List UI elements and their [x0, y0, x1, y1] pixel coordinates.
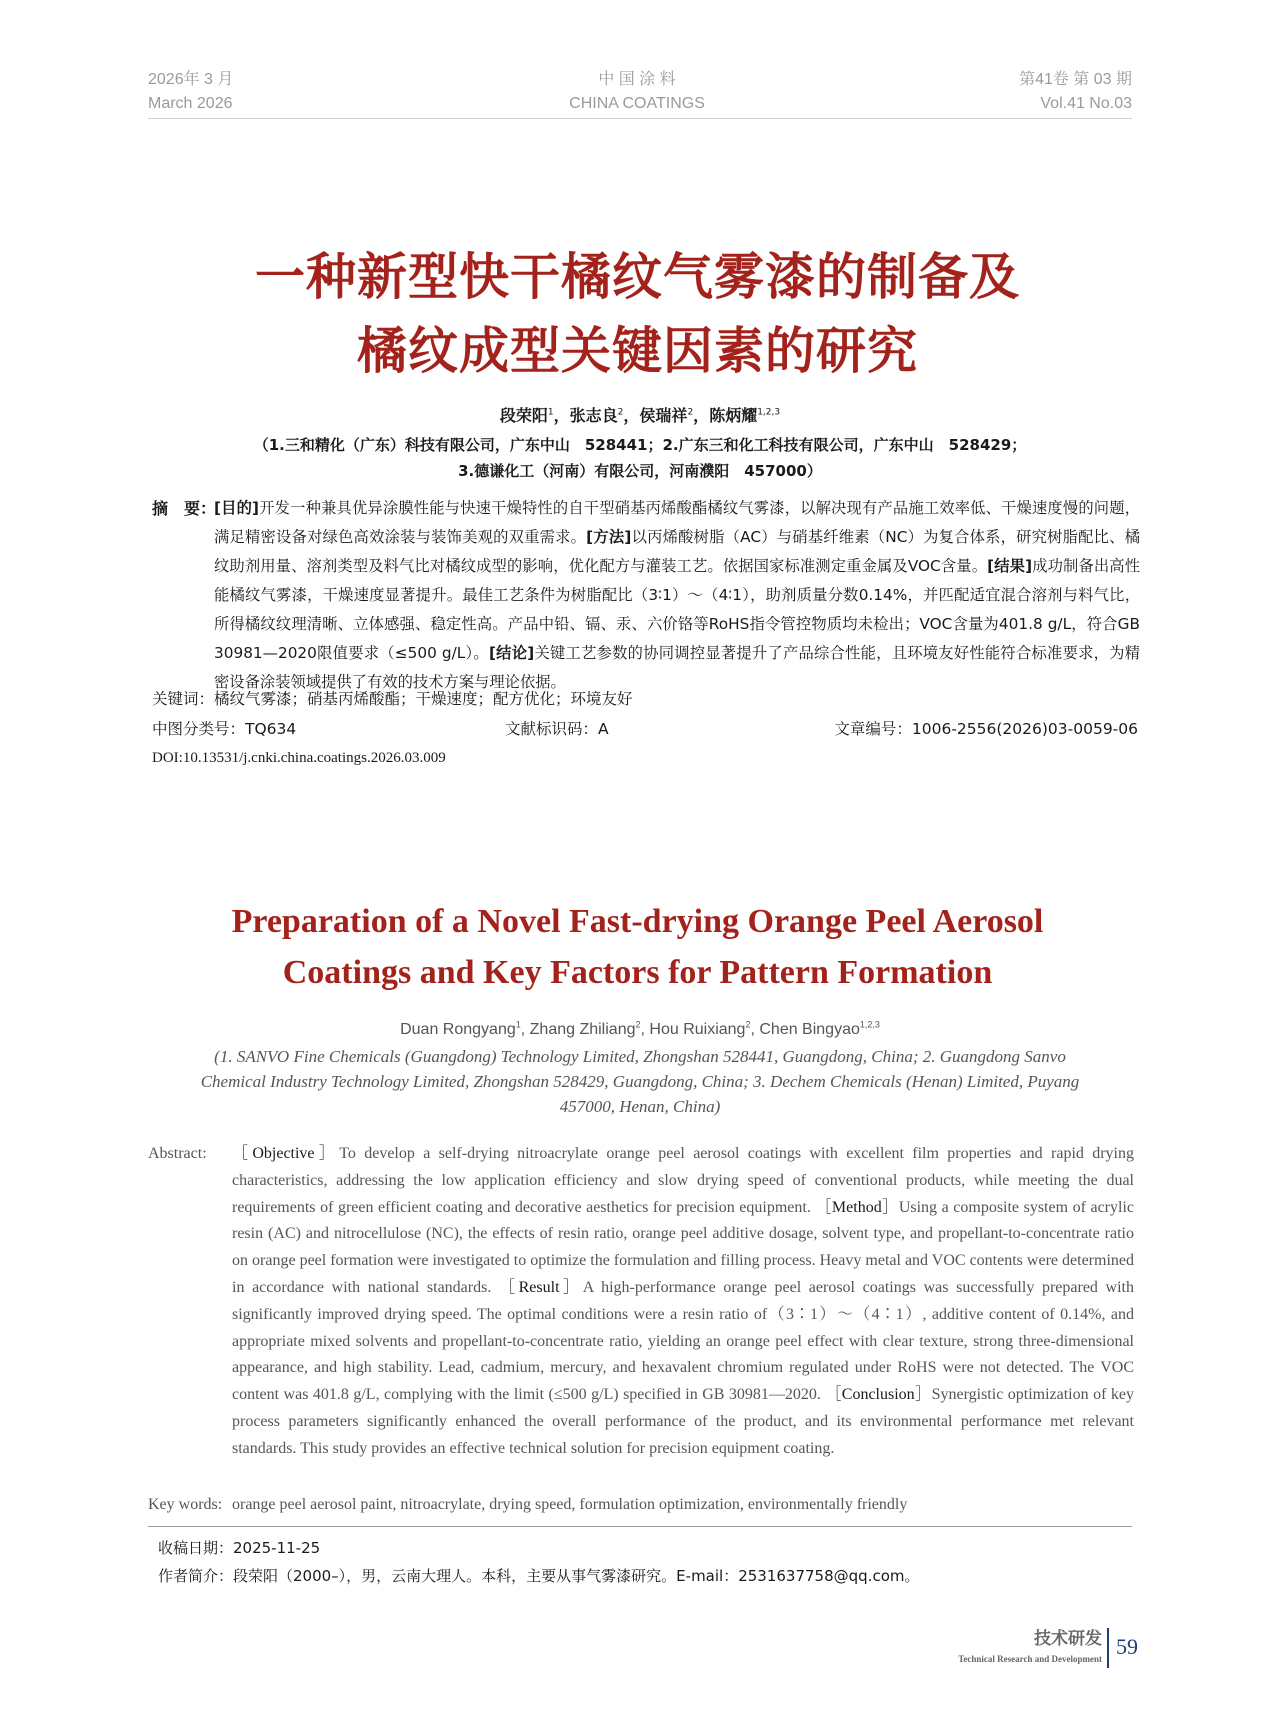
abstract-tag-result: ［Result］ — [498, 1278, 583, 1296]
cn-abstract-label: 摘 要： — [152, 499, 217, 518]
en-affiliation-line: 457000, Henan, China) — [559, 1097, 721, 1116]
cn-keywords: 关键词：橘纹气雾漆；硝基丙烯酸酯；干燥速度；配方优化；环境友好 — [152, 690, 633, 708]
author-affil-sup: 1 — [515, 1019, 521, 1030]
section-divider-bar — [1107, 1628, 1109, 1668]
author-separator: ， — [623, 406, 640, 425]
en-affiliation-line: Chemical Industry Technology Limited, Zhongshan 528429, Guangdong, China; 3. Dechem Chemicals (Henan) Limited, Puyang — [200, 1072, 1080, 1091]
section-name-cn: 技术研发 — [1034, 1629, 1102, 1649]
abstract-tag-conclusion: [结论] — [488, 644, 535, 662]
abstract-tag-objective: [目的] — [214, 499, 260, 517]
en-title-line-1: Preparation of a Novel Fast-drying Orange Peel Aerosol — [231, 903, 1044, 940]
author-name: Hou Ruixiang — [649, 1021, 746, 1038]
author-affil-sup: 1 — [547, 407, 554, 418]
abstract-text: 开发一种兼具优异涂膜性能与快速干燥特性的自干型硝基丙烯酸酯橘纹气雾漆，以解决现有产品施工效率低、干燥速度慢的问题，满足精密设备对绿色高效涂装与装饰美观的双重需求。 — [214, 499, 1140, 546]
author-name: Duan Rongyang — [400, 1021, 516, 1038]
cn-affiliations — [148, 432, 1132, 484]
author-separator: ， — [553, 406, 570, 425]
author-affil-sup: 2 — [617, 407, 624, 418]
author-separator: , — [640, 1021, 650, 1038]
abstract-text: 成功制备出高性能橘纹气雾漆，干燥速度显著提升。最佳工艺条件为树脂配比（3∶1）～（4∶1），助剂质量分数0.14%，并匹配适宜混合溶剂与料气比，所得橘纹纹理清晰、立体感强、稳定性高。产品中铅、镉、汞、六价铬等RoHS指令管控物质均未检出；VOC含量为401.8 g/L，符合GB 30981—2020限值要求（≤500 g/L）。 — [214, 557, 1141, 662]
header-divider — [148, 118, 1132, 119]
document-code: 文献标识码：A — [505, 720, 609, 738]
header-journal-cn: 中 国 涂 料 — [598, 71, 676, 88]
author-separator: ， — [693, 406, 710, 425]
cn-affiliation-line: 3.德谦化工（河南）有限公司，河南濮阳 457000） — [458, 462, 822, 480]
author-name: 陈炳耀 — [709, 406, 758, 425]
author-name: Chen Bingyao — [759, 1021, 860, 1038]
cn-title-line-1: 一种新型快干橘纹气雾漆的制备及 — [255, 248, 1020, 306]
abstract-tag-conclusion: ［Conclusion］ — [825, 1386, 932, 1404]
author-affil-sup: 2 — [635, 1019, 641, 1030]
header-volume — [1019, 68, 1132, 116]
en-affiliations — [148, 1044, 1132, 1119]
abstract-text: Synergistic optimization of key process parameters significantly enhanced the overall performance of the product, and its environmental performance met relevant standards. This study provides an effective technical solution for precision equipment coating. — [232, 1386, 1134, 1457]
received-date: 收稿日期：2025-11-25 — [158, 1539, 321, 1557]
en-authors — [148, 1018, 1132, 1042]
doi: DOI:10.13531/j.cnki.china.coatings.2026.03.009 — [152, 750, 446, 766]
header-journal — [437, 68, 837, 116]
cn-title-line-2: 橘纹成型关键因素的研究 — [357, 322, 918, 380]
cn-affiliation-line: （1.三和精化（广东）科技有限公司，广东中山 528441；2.广东三和化工科技有限公司，广东中山 528429； — [253, 436, 1027, 454]
abstract-tag-objective: ［Objective］ — [232, 1145, 340, 1162]
author-name: 侯瑞祥 — [639, 406, 688, 425]
author-affil-sup: 2 — [687, 407, 694, 418]
header-volume-cn: 第41卷 第 03 期 — [1019, 71, 1132, 88]
en-title-line-2: Coatings and Key Factors for Pattern Formation — [282, 954, 993, 991]
en-keywords-label: Key words: — [148, 1496, 223, 1513]
header-date-en: March 2026 — [148, 95, 233, 112]
author-name: 段荣阳 — [499, 406, 548, 425]
abstract-tag-method: [方法] — [586, 528, 632, 546]
cn-title — [120, 240, 1155, 388]
abstract-text: Using a composite system of acrylic resin (AC) and nitrocellulose (NC), the effects of resin ratio, orange peel additive dosage, solvent type, and propellant-to-concentrate ratio on orange peel formation were investigated to optimize the formulation and filling process. Heavy metal and VOC contents were determined in accordance with national standards. — [232, 1198, 1135, 1296]
abstract-text: To develop a self-drying nitroacrylate orange peel aerosol coatings with excellent film properties and rapid drying characteristics, addressing the low application efficiency and slow drying speed of conventional products, while meeting the dual requirements of green efficient coating and decorative aesthetics for precision equipment. — [232, 1145, 1135, 1216]
author-affil-sup: 1,2,3 — [859, 1019, 880, 1030]
en-affiliation-line: (1. SANVO Fine Chemicals (Guangdong) Technology Limited, Zhongshan 528441, Guangdong, China; 2. Guangdong Sanvo — [214, 1047, 1066, 1066]
en-keywords: orange peel aerosol paint, nitroacrylate, drying speed, formulation optimization, environmentally friendly — [232, 1496, 908, 1513]
en-abstract — [232, 1141, 1134, 1463]
author-affil-sup: 2 — [745, 1019, 751, 1030]
abstract-text: 以丙烯酸树脂（AC）与硝基纤维素（NC）为复合体系，研究树脂配比、橘纹助剂用量、溶剂类型及料气比对橘纹成型的影响，优化配方与灌装工艺。依据国家标准测定重金属及VOC含量。 — [214, 528, 1140, 575]
author-affil-sup: 1,2,3 — [757, 407, 781, 418]
header-journal-en: CHINA COATINGS — [569, 95, 705, 112]
page-number: 59 — [1116, 1634, 1138, 1659]
abstract-text: A high-performance orange peel aerosol coatings was successfully prepared with significantly improved drying speed. The optimal conditions were a resin ratio of（3∶1）～（4∶1）, additive content of 0.14%, and appropriate mixed solvents and propellant-to-concentrate ratio, yielding an orange peel effect with clear texture, strong three-dimensional appearance, and high stability. Lead, cadmium, mercury, and hexavalent chromium regulated under RoHS were not detected. The VOC content was 401.8 g/L, complying with the limit (≤500 g/L) specified in GB 30981—2020. — [232, 1278, 1134, 1404]
cn-authors — [148, 404, 1132, 428]
author-separator: , — [750, 1021, 760, 1038]
article-number: 文章编号：1006-2556(2026)03-0059-06 — [834, 720, 1138, 738]
header-date-cn: 2026年 3 月 — [148, 71, 234, 88]
cn-abstract — [214, 494, 1140, 697]
author-separator: , — [520, 1021, 530, 1038]
abstract-text: 关键工艺参数的协同调控显著提升了产品综合性能，且环境友好性能符合标准要求，为精密设备涂装领域提供了有效的技术方案与理论依据。 — [214, 644, 1140, 691]
abstract-tag-result: [结果] — [987, 557, 1033, 575]
section-name-en: Technical Research and Development — [958, 1654, 1102, 1664]
header-date — [148, 68, 233, 116]
abstract-tag-method: ［Method］ — [815, 1198, 899, 1216]
author-name: Zhang Zhiliang — [529, 1021, 636, 1038]
header-volume-en: Vol.41 No.03 — [1040, 95, 1132, 112]
en-abstract-label: Abstract: — [148, 1145, 207, 1162]
clc-number: 中图分类号：TQ634 — [152, 720, 297, 738]
en-title — [120, 896, 1155, 998]
author-name: 张志良 — [569, 406, 618, 425]
author-bio: 作者简介：段荣阳（2000–），男，云南大理人。本科，主要从事气雾漆研究。E-mail：2531637758@qq.com。 — [158, 1567, 920, 1585]
footnote-divider — [148, 1526, 1132, 1527]
